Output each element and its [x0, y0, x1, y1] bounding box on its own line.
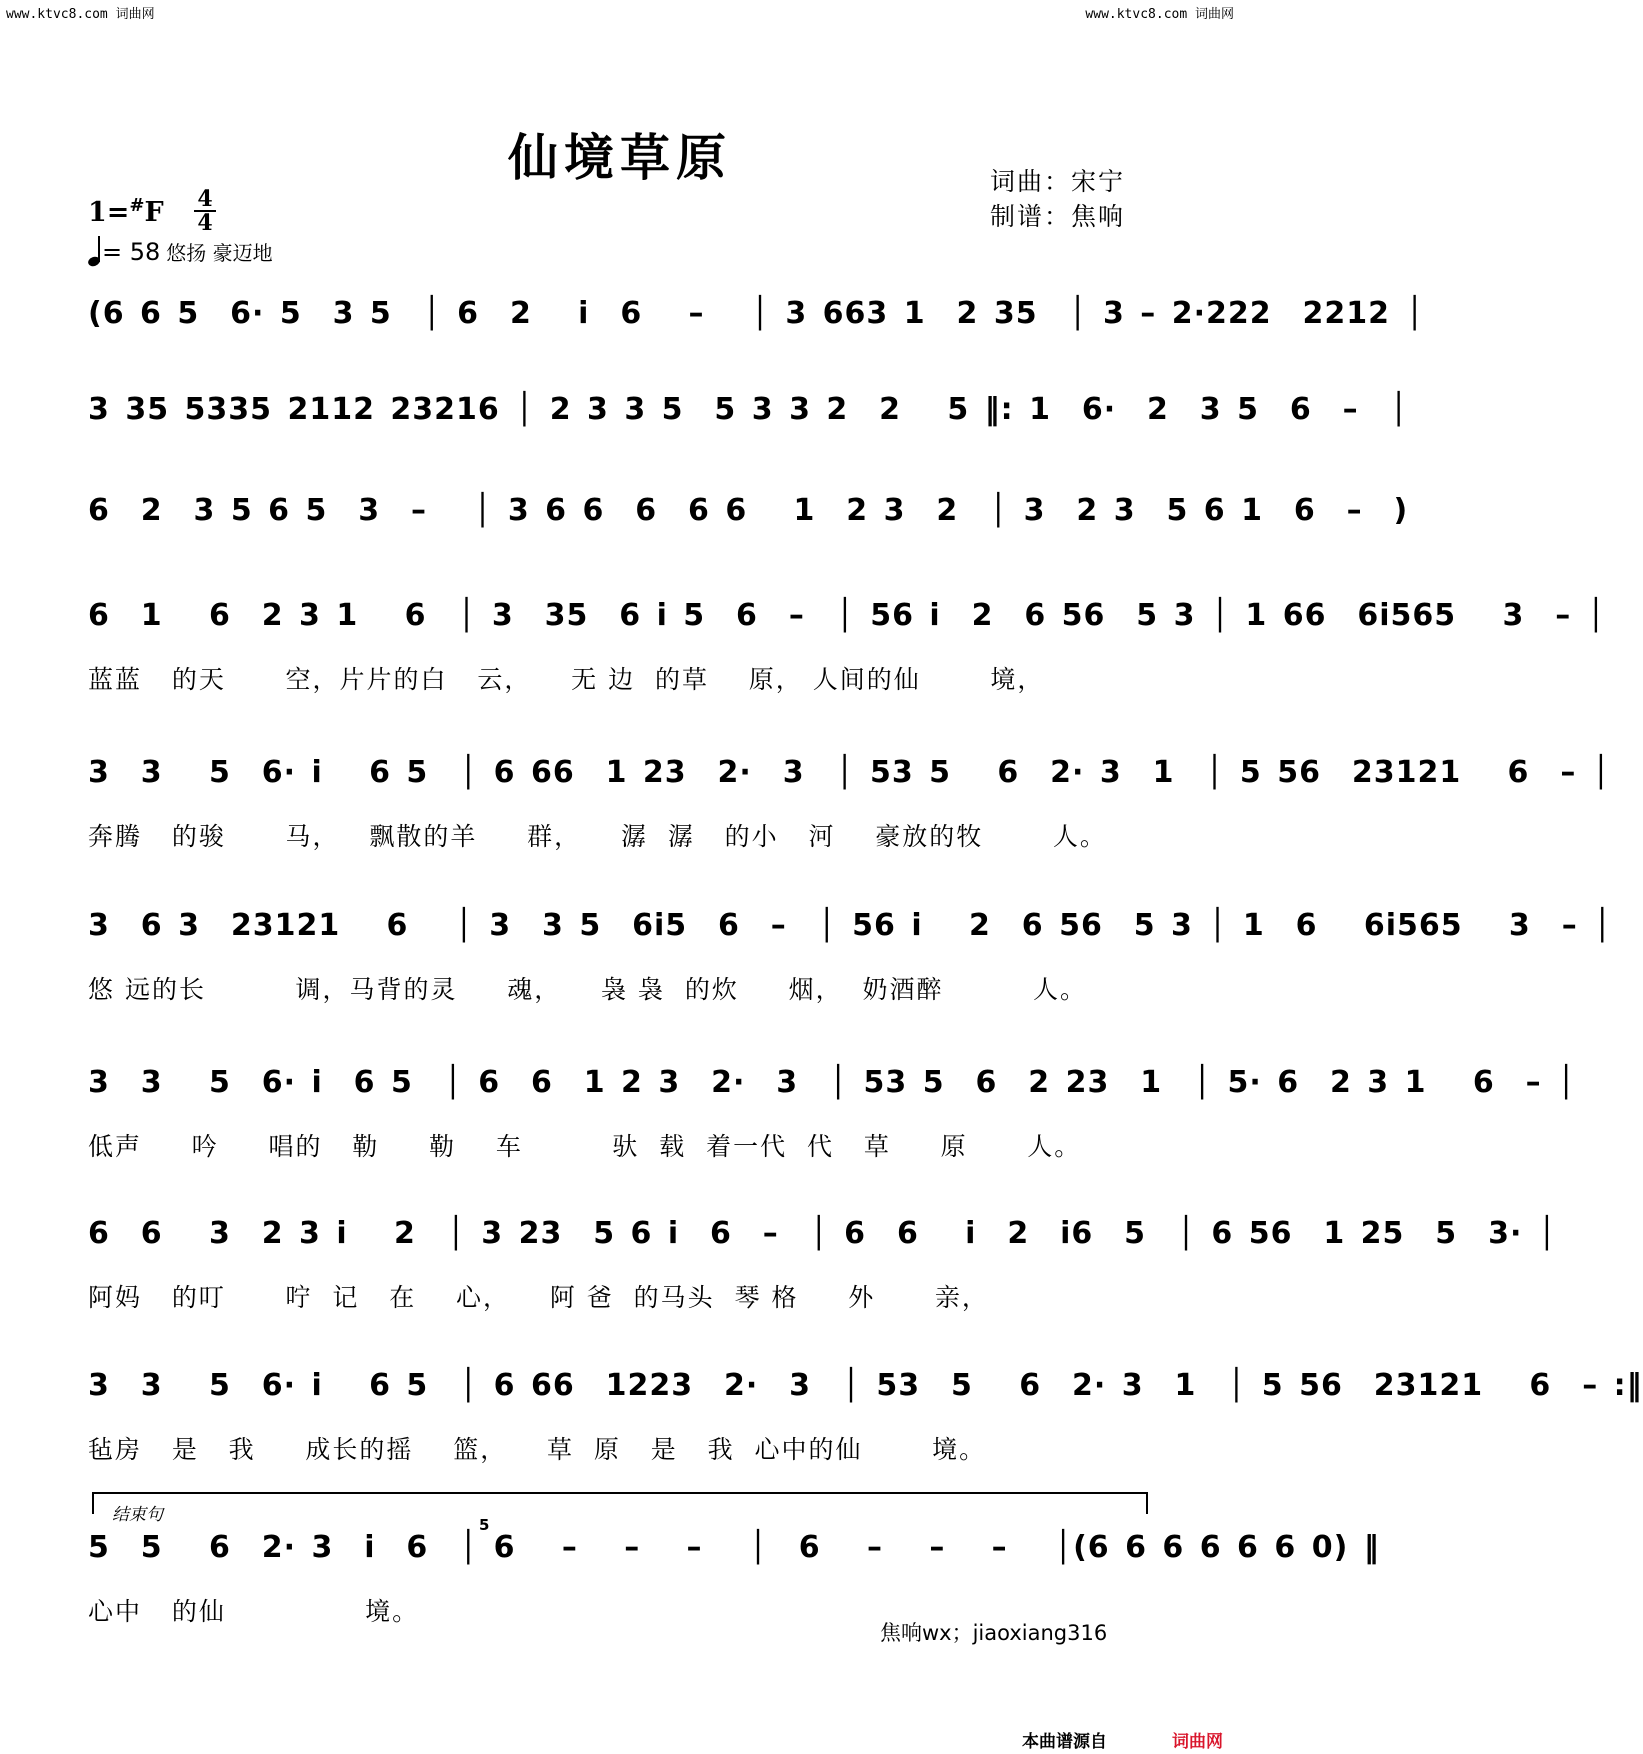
lyrics-music-credit: 词曲：宋宁 — [990, 167, 1126, 196]
source-label: 本曲谱源自 — [1022, 1732, 1107, 1752]
notation-line: 3 3 5 6· i 6 5 │ 6 66 1 23 2· 3 │ 53 5 6 2· 3 1 │ 5 56 23121 6 – │ — [88, 755, 1611, 790]
key-signature — [88, 195, 164, 228]
lyrics-line: 阿妈 的叮 咛 记 在 心， 阿 爸 的马头 琴 格 外 亲， — [88, 1283, 989, 1312]
lyrics-line: 心中 的仙 境。 — [88, 1597, 420, 1626]
tempo-expression: 悠扬 豪迈地 — [166, 241, 273, 265]
time-signature — [192, 188, 218, 234]
song-title: 仙境草原 — [508, 128, 732, 187]
coda-label: 结束句 — [112, 1505, 163, 1525]
grace-note: 5 — [479, 1516, 490, 1534]
quarter-note-icon — [88, 236, 102, 266]
sharp-symbol: # — [129, 195, 145, 216]
notation-line: (6 6 5 6· 5 3 5 │ 6 2 i 6 – │ 3 663 1 2 35 │ 3 – 2·222 2212 │ — [88, 296, 1425, 331]
lyrics-line: 悠 远的长 调，马背的灵 魂， 袅 袅 的炊 烟， 奶酒醉 人。 — [88, 975, 1087, 1004]
lyrics-line: 毡房 是 我 成长的摇 篮， 草 原 是 我 心中的仙 境。 — [88, 1435, 987, 1464]
tempo-value: = 58 — [102, 238, 161, 266]
notation-line: 3 3 5 6· i 6 5 │ 6 6 1 2 3 2· 3 │ 53 5 6 2 23 1 │ 5· 6 2 3 1 6 – │ — [88, 1065, 1577, 1100]
notation-line: 3 6 3 23121 6 │ 3 3 5 6i5 6 – │ 56 i 2 6 56 5 3 │ 1 6 6i565 3 – │ — [88, 908, 1613, 943]
notation-line: 6 2 3 5 6 5 3 – │ 3 6 6 6 6 6 1 2 3 2 │ 3 2 3 5 6 1 6 – ) — [88, 493, 1409, 528]
lyrics-line: 奔腾 的骏 马， 飘散的羊 群， 潺 潺 的小 河 豪放的牧 人。 — [88, 822, 1107, 851]
notation-credit: 制谱：焦响 — [990, 202, 1126, 231]
notation-line: 6 1 6 2 3 1 6 │ 3 35 6 i 5 6 – │ 56 i 2 6 56 5 3 │ 1 66 6i565 3 – │ — [88, 598, 1606, 633]
key-note: F — [144, 197, 164, 228]
notation-line: 5 5 6 2· 3 i 6 │ 6 – – – │ 6 – – – │(6 6 6 6 6 6 0) ‖ — [88, 1530, 1380, 1565]
time-top: 4 — [197, 186, 213, 212]
notation-line: 6 6 3 2 3 i 2 │ 3 23 5 6 i 6 – │ 6 6 i 2 i6 5 │ 6 56 1 25 5 3· │ — [88, 1216, 1557, 1251]
footer-credit: 焦响wx；jiaoxiang316 — [880, 1621, 1108, 1645]
lyrics-line: 蓝蓝 的天 空，片片的白 云， 无 边 的草 原， 人间的仙 境， — [88, 665, 1045, 694]
site-url-right[interactable]: www.ktvc8.com 词曲网 — [1085, 7, 1234, 22]
tempo-marking — [88, 236, 273, 266]
notation-line: 3 3 5 6· i 6 5 │ 6 66 1223 2· 3 │ 53 5 6 2· 3 1 │ 5 56 23121 6 – :‖ — [88, 1368, 1643, 1403]
time-bottom: 4 — [197, 210, 213, 236]
site-url-left[interactable]: www.ktvc8.com 词曲网 — [6, 7, 155, 22]
notation-line: 3 35 5335 2112 23216 │ 2 3 3 5 5 3 3 2 2 5 ‖: 1 6· 2 3 5 6 – │ — [88, 392, 1409, 427]
lyrics-line: 低声 吟 唱的 勒 勒 车 驮 载 着一代 代 草 原 人。 — [88, 1132, 1082, 1161]
key-prefix: 1= — [88, 197, 130, 228]
source-site-link[interactable]: 词曲网 — [1172, 1732, 1223, 1752]
coda-bracket — [92, 1492, 1148, 1514]
